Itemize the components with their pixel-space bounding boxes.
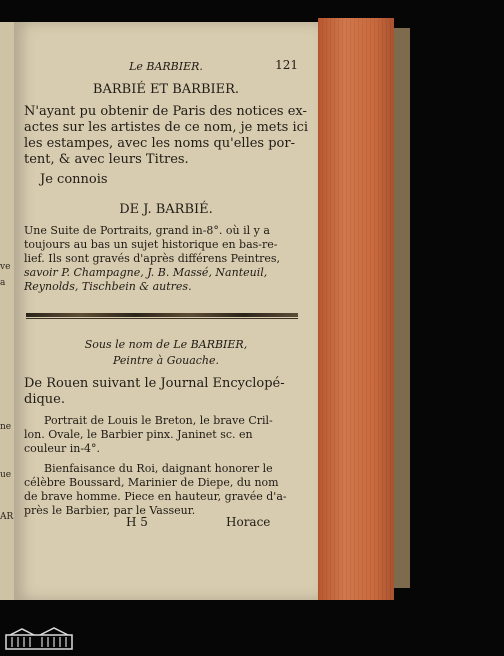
je-connois: Je connois: [40, 172, 108, 187]
para4-line: Bienfaisance du Roi, daignant honorer le: [44, 462, 273, 475]
bottom-bar: [0, 600, 504, 656]
page-number: 121: [275, 58, 298, 72]
para4-line: près le Barbier, par le Vasseur.: [24, 504, 196, 517]
left-margin-fragment: ve: [0, 262, 11, 272]
signature-mark: H 5: [126, 515, 148, 529]
page-block-edge: [318, 18, 394, 602]
para3-line: lon. Ovale, le Barbier pinx. Janinet sc. en: [24, 428, 253, 441]
ornamental-rule: [26, 313, 298, 317]
subhead-peintre: Peintre à Gouache.: [112, 354, 220, 367]
book-cover-edge: [394, 28, 410, 588]
para1-line: Reynolds, Tischbein & autres.: [24, 280, 192, 293]
left-margin-fragment: AR: [0, 512, 14, 522]
para1-line: savoir P. Champagne, J. B. Massé, Nanteuil,: [24, 266, 268, 279]
para1-line: lief. Ils sont gravés d'après différens Peintres,: [24, 252, 281, 265]
intro-line: actes sur les artistes de ce nom, je mets ici: [24, 120, 309, 135]
para2-line: dique.: [24, 392, 65, 407]
para4-line: célèbre Boussard, Marinier de Diepe, du nom: [24, 476, 279, 489]
intro-line: N'ayant pu obtenir de Paris des notices ex-: [24, 104, 307, 119]
left-margin-fragment: a: [0, 278, 6, 288]
para1-line: toujours au bas un sujet historique en bas-re-: [24, 238, 278, 251]
intro-line: tent, & avec leurs Titres.: [24, 152, 189, 167]
section-title: BARBIÉ ET BARBIER.: [92, 82, 240, 97]
para4-line: de brave homme. Piece en hauteur, gravée d'a-: [24, 490, 287, 503]
catchword: Horace: [226, 515, 271, 529]
subhead-le-barbier: Sous le nom de Le BARBIER,: [84, 338, 248, 351]
thin-rule: [26, 318, 298, 319]
para3-line: Portrait de Louis le Breton, le brave Cril-: [44, 414, 273, 427]
intro-line: les estampes, avec les noms qu'elles por-: [24, 136, 295, 151]
para1-line: Une Suite de Portraits, grand in-8°. où il y a: [24, 224, 270, 237]
left-margin-fragment: ne: [0, 422, 12, 432]
para3-line: couleur in-4°.: [24, 442, 101, 455]
running-title: Le BARBIER.: [129, 60, 203, 73]
library-building-icon: [4, 625, 74, 651]
subhead-j-barbie: DE J. BARBIÉ.: [119, 202, 213, 217]
para2-line: De Rouen suivant le Journal Encyclopé-: [24, 376, 285, 391]
left-margin-fragment: ue: [0, 470, 12, 480]
